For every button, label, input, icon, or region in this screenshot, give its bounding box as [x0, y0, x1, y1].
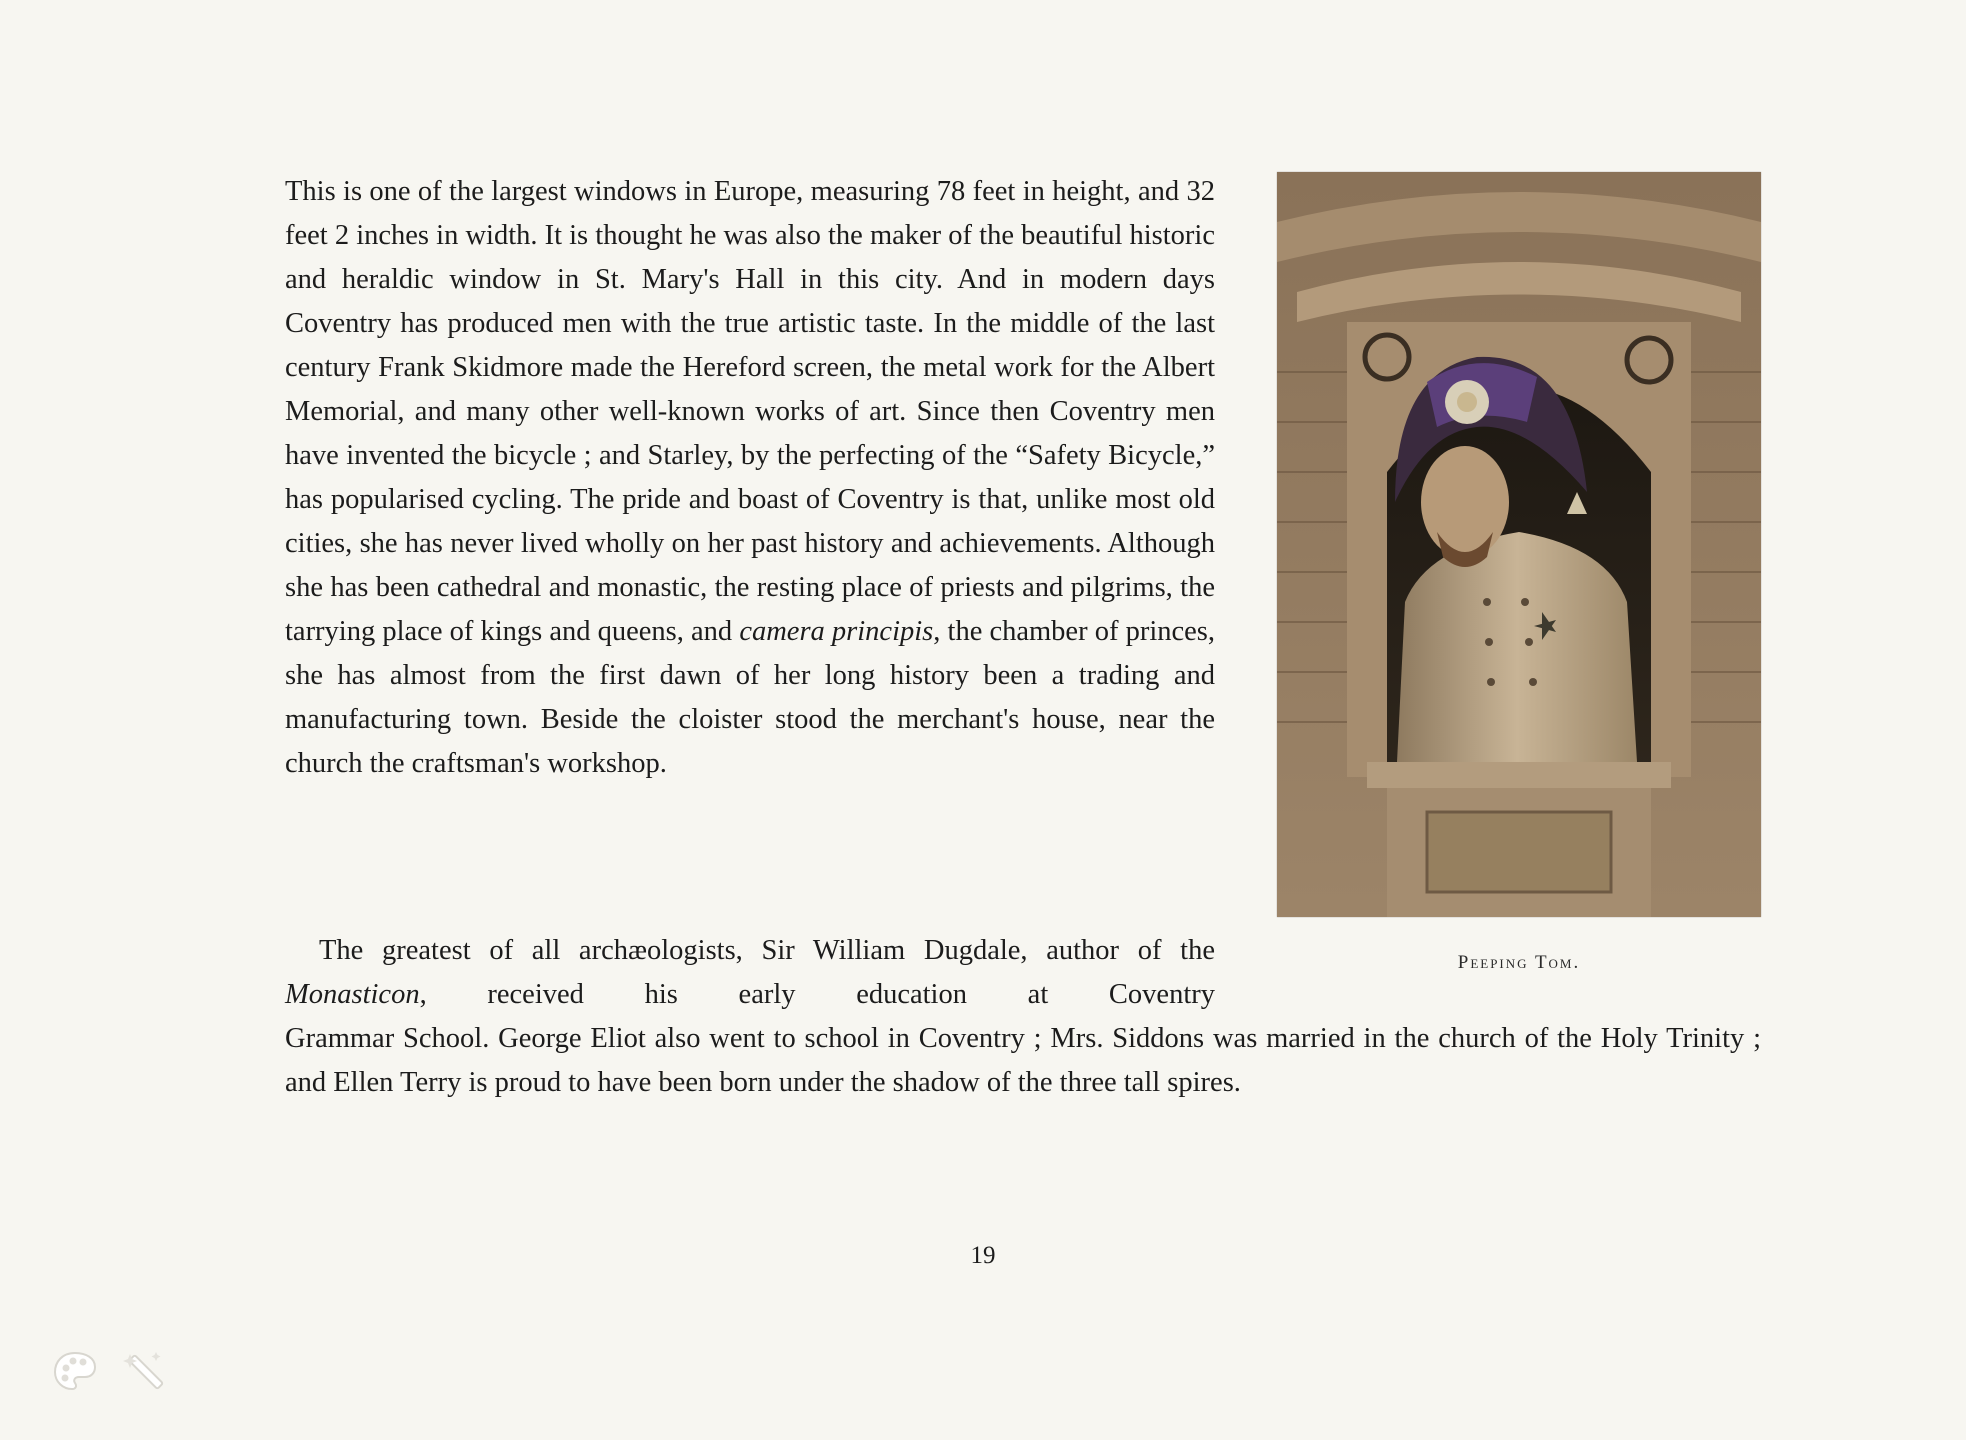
paragraph-3: Grammar School. George Eliot also went to school in Coventry ; Mrs. Siddons was married in the church of the Holy Trinity ; and Ellen Terry is proud to have been born under the shadow of the three tall spires.	[285, 1023, 1761, 1098]
paragraph-2-end: , received his early education at Coventry	[419, 979, 1215, 1010]
page-number: 19	[970, 1242, 996, 1269]
figure-caption: Peeping Tom.	[1457, 952, 1581, 973]
palette-icon[interactable]	[52, 1348, 98, 1394]
paragraph-1-text: This is one of the largest windows in Europe, measuring 78 feet in height, and 32 feet 2 inches in width. It is thought he was also the maker of the beautiful historic and heraldic window in St. Mary's Hall in this city. And in modern days Coventry has produced men with the true artistic taste. In the middle of the last century Frank Skidmore made the Hereford screen, the metal work for the Albert Memorial, and many other well-known works of art. Since then Coventry men have invented the bicycle ; and Starley, by the perfecting of the “Safety Bicycle,” has popularised cycling. The pride and boast of Coventry is that, unlike most old cities, she has never lived wholly on her past history and achievements. Although she has been cathedral and monastic, the resting place of priests and pilgrims, the tarrying place of kings and queens, and	[285, 176, 1215, 647]
peeping-tom-illustration	[1277, 172, 1761, 917]
paragraph-2	[285, 929, 1215, 1017]
paragraph-1-italic: camera principis	[739, 616, 934, 647]
paragraph-2-text: The greatest of all archæologists, Sir William Dugdale, author of the	[319, 935, 1215, 966]
paragraph-2-italic: Monasticon	[285, 979, 420, 1010]
viewer-tools	[52, 1348, 172, 1398]
magic-wand-icon[interactable]	[122, 1348, 168, 1394]
paragraph-1	[285, 170, 1215, 786]
paragraph-1-end: , the chamber of princes, she has almost from the first dawn of her long history been a trading and manufacturing town. Beside the cloister stood the merchant's house, near the church the craftsman's workshop.	[285, 616, 1216, 779]
